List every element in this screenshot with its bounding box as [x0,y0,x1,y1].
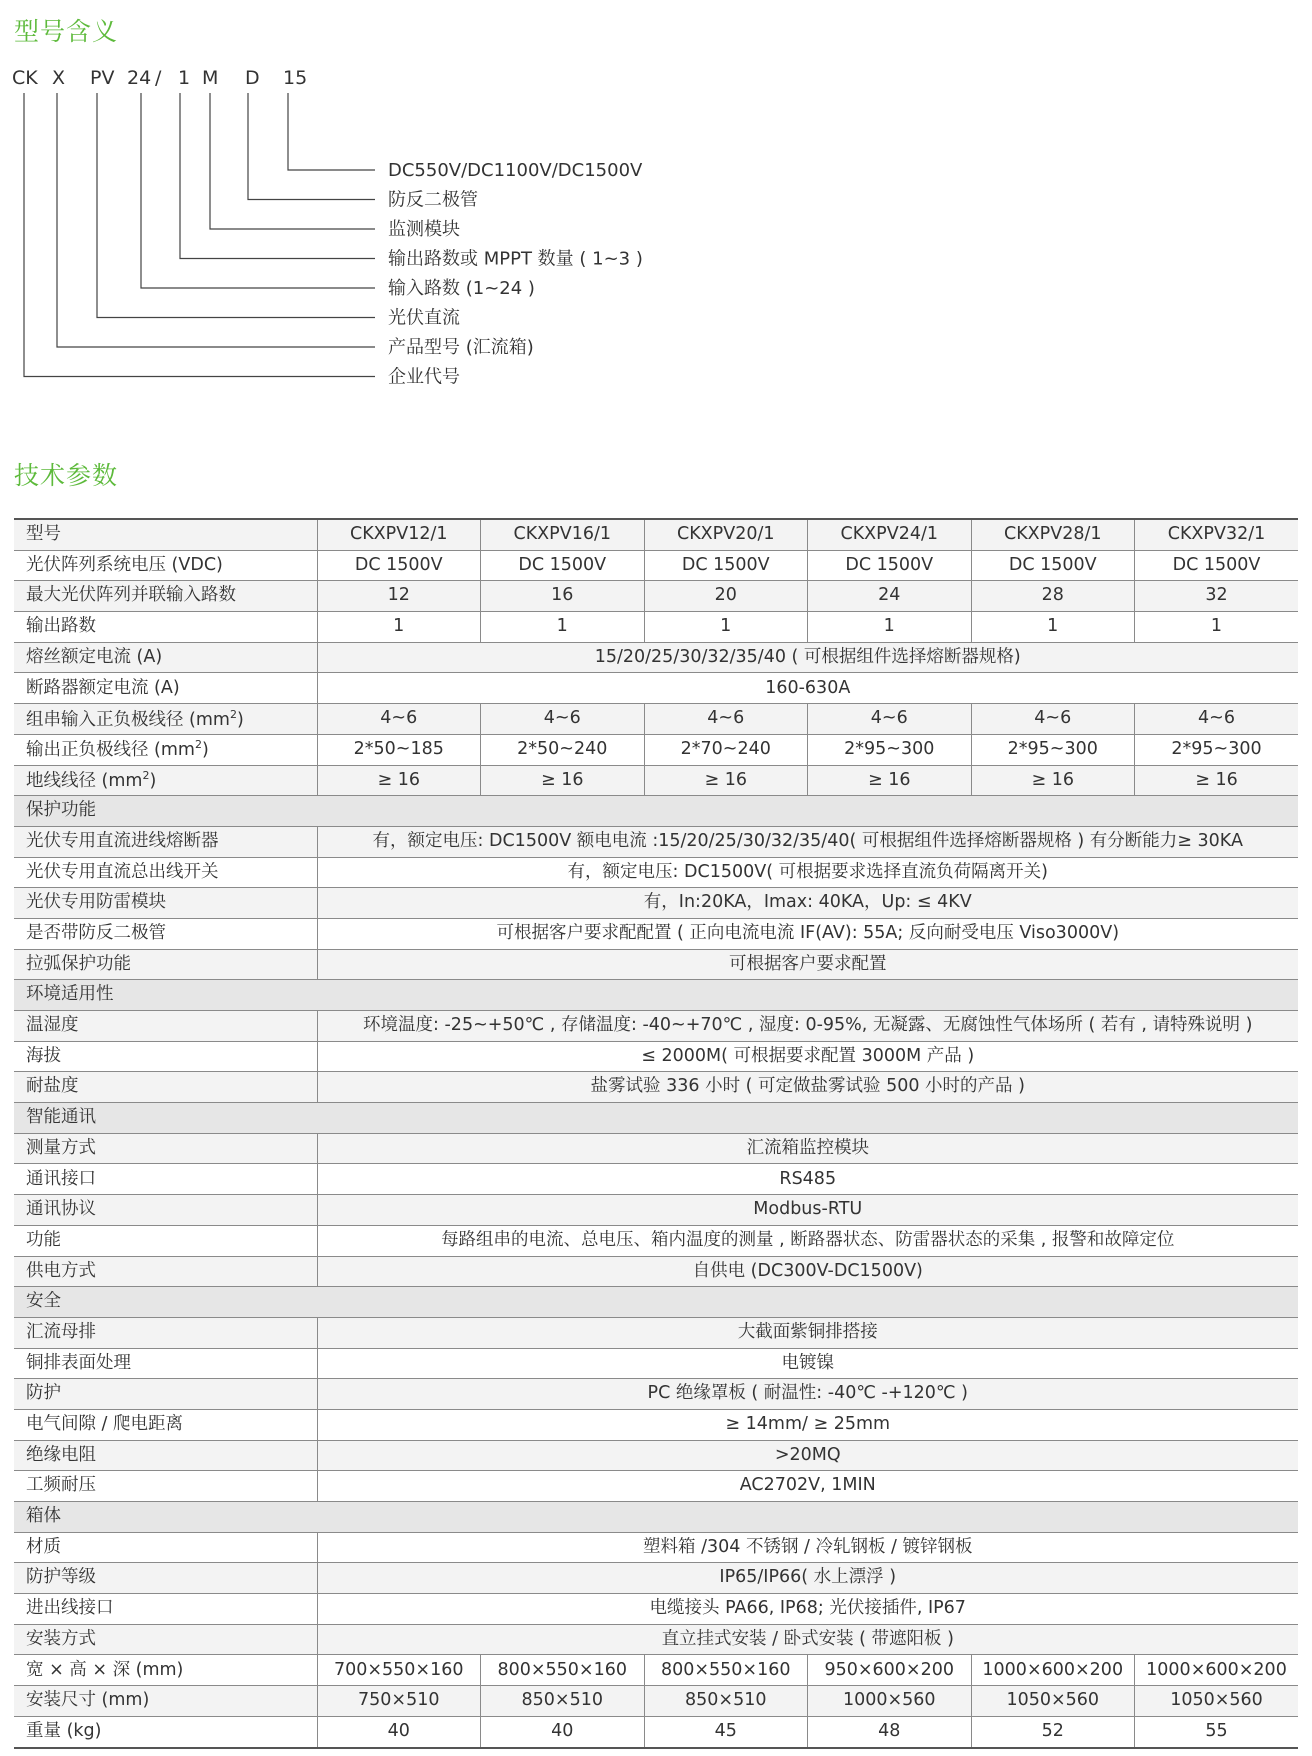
row-value: ≥ 16 [644,765,808,796]
table-row [14,550,1298,581]
table-row [14,581,1298,612]
model-name: CKXPV16/1 [481,519,645,550]
model-code-token: 15 [283,67,308,89]
model-code-description: 光伏直流 [388,307,460,329]
row-value: RS485 [317,1164,1298,1195]
model-code-token: M [202,67,219,89]
row-value: 12 [317,581,481,612]
row-value: 40 [317,1716,481,1747]
table-header-row [14,519,1298,550]
row-value: 1 [971,612,1135,643]
row-label-text: 断路器额定电流 (A) [26,677,180,698]
row-label-text: 通讯协议 [26,1199,96,1220]
row-value: 4~6 [481,704,645,735]
header-label: 型号 [14,519,317,550]
table-row [14,1317,1298,1348]
model-meaning-title: 型号含义 [14,17,119,46]
row-label-text: 熔丝额定电流 (A) [26,646,163,667]
row-value: 52 [971,1716,1135,1747]
row-value: 2*50~240 [481,734,645,765]
row-value: AC2702V, 1MIN [317,1471,1298,1502]
model-code-token: X [52,67,66,89]
row-label-text: 安装尺寸 (mm) [26,1690,150,1711]
row-label [14,1256,317,1287]
row-label-text: 耐盐度 [26,1076,79,1097]
row-label-text: 温湿度 [26,1015,79,1036]
table-row [14,888,1298,919]
row-value: 45 [644,1716,808,1747]
model-code-token: CK [12,67,38,89]
model-code-token: / [155,67,162,89]
row-label [14,1440,317,1471]
model-code-description: 输入路数 (1~24 ) [388,278,535,299]
row-label-text: 防护 [26,1383,61,1404]
table-row [14,612,1298,643]
connector-line [180,93,375,259]
table-row [14,1716,1298,1747]
row-value: 48 [808,1716,972,1747]
row-label-text: 铜排表面处理 [26,1352,131,1373]
row-value: 1 [481,612,645,643]
row-value: 有，In:20KA，Imax: 40KA，Up: ≤ 4KV [317,888,1298,919]
row-value: 自供电 (DC300V-DC1500V) [317,1256,1298,1287]
table-row [14,1594,1298,1625]
row-value: 1 [644,612,808,643]
row-value: 1050×560 [1135,1686,1299,1717]
row-value: 1000×600×200 [971,1655,1135,1686]
row-label [14,734,317,765]
row-label [14,1624,317,1655]
row-value: 2*95~300 [1135,734,1299,765]
row-label-text: 工频耐压 [26,1475,96,1496]
model-name: CKXPV32/1 [1135,519,1299,550]
row-value: 2*70~240 [644,734,808,765]
row-value: 1050×560 [971,1686,1135,1717]
table-row [14,1256,1298,1287]
row-label-text: 光伏专用直流总出线开关 [26,861,219,882]
row-label-text: 海拔 [26,1045,61,1066]
model-code-description: DC550V/DC1100V/DC1500V [388,160,643,181]
row-value: ≥ 16 [808,765,972,796]
row-label [14,949,317,980]
row-value: 可根据客户要求配置 [317,949,1298,980]
table-row [14,1471,1298,1502]
row-label [14,1532,317,1563]
table-row [14,1563,1298,1594]
row-value: 4~6 [317,704,481,735]
model-name: CKXPV28/1 [971,519,1135,550]
model-code-description: 企业代号 [388,366,460,388]
row-label-text: 材质 [26,1536,61,1557]
row-value: 环境温度: -25~+50℃ , 存储温度: -40~+70℃ , 湿度: 0-95%, 无凝露、无腐蚀性气体场所 ( 若有 , 请特殊说明 ) [317,1011,1298,1042]
table-row [14,1164,1298,1195]
row-label-text: 供电方式 [26,1260,96,1281]
row-value: 800×550×160 [644,1655,808,1686]
row-value: 750×510 [317,1686,481,1717]
section-row [14,980,1298,1011]
row-label [14,1655,317,1686]
row-label-end: ) [236,709,244,730]
row-label-text: 输出正负极线径 (mm [26,740,195,761]
row-label-text: 通讯接口 [26,1168,96,1189]
row-label [14,581,317,612]
row-value: 800×550×160 [481,1655,645,1686]
section-row [14,796,1298,827]
table-row [14,918,1298,949]
row-value: 40 [481,1716,645,1747]
row-value: 1000×600×200 [1135,1655,1299,1686]
row-value: 2*95~300 [971,734,1135,765]
row-value: DC 1500V [644,550,808,581]
row-value: 塑料箱 /304 不锈钢 / 冷轧钢板 / 镀锌钢板 [317,1532,1298,1563]
row-value: ≥ 16 [1135,765,1299,796]
section-row [14,1287,1298,1318]
row-value: 可根据客户要求配配置 ( 正向电流电流 IF(AV): 55A; 反向耐受电压 Viso3000V) [317,918,1298,949]
row-value: 32 [1135,581,1299,612]
row-label-text: 输出路数 [26,616,96,637]
connector-line [24,93,375,377]
row-value: 电镀镍 [317,1348,1298,1379]
table-row [14,1532,1298,1563]
row-label [14,1348,317,1379]
row-value: 28 [971,581,1135,612]
table-row [14,1133,1298,1164]
row-label-text: 测量方式 [26,1137,96,1158]
row-value: Modbus-RTU [317,1195,1298,1226]
row-label-text: 光伏阵列系统电压 (VDC) [26,554,223,575]
table-row [14,1655,1298,1686]
table-row [14,673,1298,704]
table-row [14,857,1298,888]
row-value: 汇流箱监控模块 [317,1133,1298,1164]
row-label-text: 宽 × 高 × 深 (mm) [26,1659,184,1680]
row-label [14,612,317,643]
row-value: 55 [1135,1716,1299,1747]
row-label [14,1072,317,1103]
row-value: ≥ 16 [317,765,481,796]
row-value: DC 1500V [317,550,481,581]
row-value: ≥ 14mm/ ≥ 25mm [317,1409,1298,1440]
row-value: >20MQ [317,1440,1298,1471]
row-label [14,1317,317,1348]
row-label [14,857,317,888]
row-value: 有，额定电压: DC1500V 额电电流 :15/20/25/30/32/35/40( 可根据组件选择熔断器规格 ) 有分断能力≥ 30KA [317,826,1298,857]
model-name: CKXPV12/1 [317,519,481,550]
row-value: 2*50~185 [317,734,481,765]
row-value: 4~6 [808,704,972,735]
table-row [14,642,1298,673]
row-value: 1 [317,612,481,643]
unit-superscript: 2 [229,707,237,721]
row-value: ≥ 16 [481,765,645,796]
row-label [14,1041,317,1072]
connector-line [97,93,375,318]
model-code-description: 监测模块 [388,219,460,240]
row-label [14,1594,317,1625]
row-label-text: 是否带防反二极管 [26,923,166,944]
table-row [14,734,1298,765]
table-row [14,1225,1298,1256]
row-label [14,918,317,949]
row-value: 1 [1135,612,1299,643]
row-value: PC 绝缘罩板 ( 耐温性: -40℃ -+120℃ ) [317,1379,1298,1410]
row-label-text: 功能 [26,1229,61,1250]
row-value: 850×510 [644,1686,808,1717]
connector-line [288,93,375,170]
row-value: 160-630A [317,673,1298,704]
unit-superscript: 2 [194,738,202,752]
row-label [14,1195,317,1226]
row-label [14,888,317,919]
table-row [14,1195,1298,1226]
model-code-token: 1 [178,67,191,89]
row-label-text: 光伏专用防雷模块 [26,892,166,913]
row-label-text: 组串输入正负极线径 (mm [26,709,230,730]
row-label [14,1225,317,1256]
table-row [14,704,1298,735]
model-code-description: 产品型号 (汇流箱) [388,337,534,358]
unit-superscript: 2 [142,769,150,783]
row-label-text: 地线线径 (mm [26,771,143,792]
model-name: CKXPV24/1 [808,519,972,550]
row-label-text: 拉弧保护功能 [26,953,131,974]
row-label-text: 光伏专用直流进线熔断器 [26,830,219,851]
row-label-text: 重量 (kg) [26,1720,102,1741]
row-label [14,765,317,796]
row-value: DC 1500V [971,550,1135,581]
table-row [14,765,1298,796]
model-code-description: 输出路数或 MPPT 数量 ( 1~3 ) [388,248,643,270]
row-value: 20 [644,581,808,612]
row-label-text: 汇流母排 [26,1321,96,1342]
row-value: 大截面紫铜排搭接 [317,1317,1298,1348]
row-value: 24 [808,581,972,612]
row-value: DC 1500V [1135,550,1299,581]
model-code-description: 防反二极管 [388,189,478,211]
table-row [14,1409,1298,1440]
model-code-token: 24 [127,67,152,89]
row-label [14,1563,317,1594]
row-label-text: 进出线接口 [26,1598,114,1619]
section-row [14,1502,1298,1533]
row-value: ≥ 16 [971,765,1135,796]
row-value: DC 1500V [808,550,972,581]
table-row [14,1686,1298,1717]
row-label [14,1716,317,1747]
row-label [14,673,317,704]
row-value: 电缆接头 PA66, IP68; 光伏接插件, IP67 [317,1594,1298,1625]
row-label-text: 电气间隙 / 爬电距离 [26,1414,184,1435]
row-value: 2*95~300 [808,734,972,765]
row-value: DC 1500V [481,550,645,581]
table-row [14,1348,1298,1379]
model-code-diagram [0,0,760,410]
section-row [14,1103,1298,1134]
row-value: 4~6 [644,704,808,735]
connector-line [248,93,375,200]
row-label [14,1379,317,1410]
row-label [14,1471,317,1502]
row-value: 1000×560 [808,1686,972,1717]
row-value: 每路组串的电流、总电压、箱内温度的测量 , 断路器状态、防雷器状态的采集 , 报警和故障定位 [317,1225,1298,1256]
row-value: 有，额定电压: DC1500V( 可根据要求选择直流负荷隔离开关) [317,857,1298,888]
row-label [14,1686,317,1717]
row-label-text: 绝缘电阻 [26,1444,96,1465]
row-value: 700×550×160 [317,1655,481,1686]
row-value: 1 [808,612,972,643]
table-row [14,1011,1298,1042]
table-row [14,1440,1298,1471]
spec-table [14,518,1298,1749]
row-label [14,642,317,673]
table-row [14,1624,1298,1655]
table-row [14,949,1298,980]
section-title: 智能通讯 [14,1103,1298,1134]
model-code-token: D [245,67,260,89]
row-label [14,1164,317,1195]
row-label-text: 安装方式 [26,1628,96,1649]
row-label [14,826,317,857]
model-name: CKXPV20/1 [644,519,808,550]
section-title: 安全 [14,1287,1298,1318]
row-label [14,1011,317,1042]
connector-line [210,93,375,229]
row-label-text: 防护等级 [26,1567,96,1588]
row-value: 950×600×200 [808,1655,972,1686]
connector-line [57,93,375,347]
table-row [14,1041,1298,1072]
row-value: 850×510 [481,1686,645,1717]
section-title: 箱体 [14,1502,1298,1533]
row-value: 直立挂式安装 / 卧式安装 ( 带遮阳板 ) [317,1624,1298,1655]
table-row [14,1379,1298,1410]
table-row [14,826,1298,857]
row-value: 15/20/25/30/32/35/40 ( 可根据组件选择熔断器规格) [317,642,1298,673]
row-value: 4~6 [1135,704,1299,735]
row-value: 16 [481,581,645,612]
row-value: 4~6 [971,704,1135,735]
row-label [14,550,317,581]
row-label [14,1133,317,1164]
section-title: 保护功能 [14,796,1298,827]
row-value: IP65/IP66( 水上漂浮 ) [317,1563,1298,1594]
table-row [14,1072,1298,1103]
row-label [14,1409,317,1440]
model-code-token: PV [90,67,115,89]
row-label [14,704,317,735]
section-title: 环境适用性 [14,980,1298,1011]
row-value: 盐雾试验 336 小时 ( 可定做盐雾试验 500 小时的产品 ) [317,1072,1298,1103]
row-value: ≤ 2000M( 可根据要求配置 3000M 产品 ) [317,1041,1298,1072]
row-label-end: ) [149,771,157,792]
row-label-text: 最大光伏阵列并联输入路数 [26,585,236,606]
row-label-end: ) [201,740,209,761]
tech-params-title: 技术参数 [14,461,119,490]
